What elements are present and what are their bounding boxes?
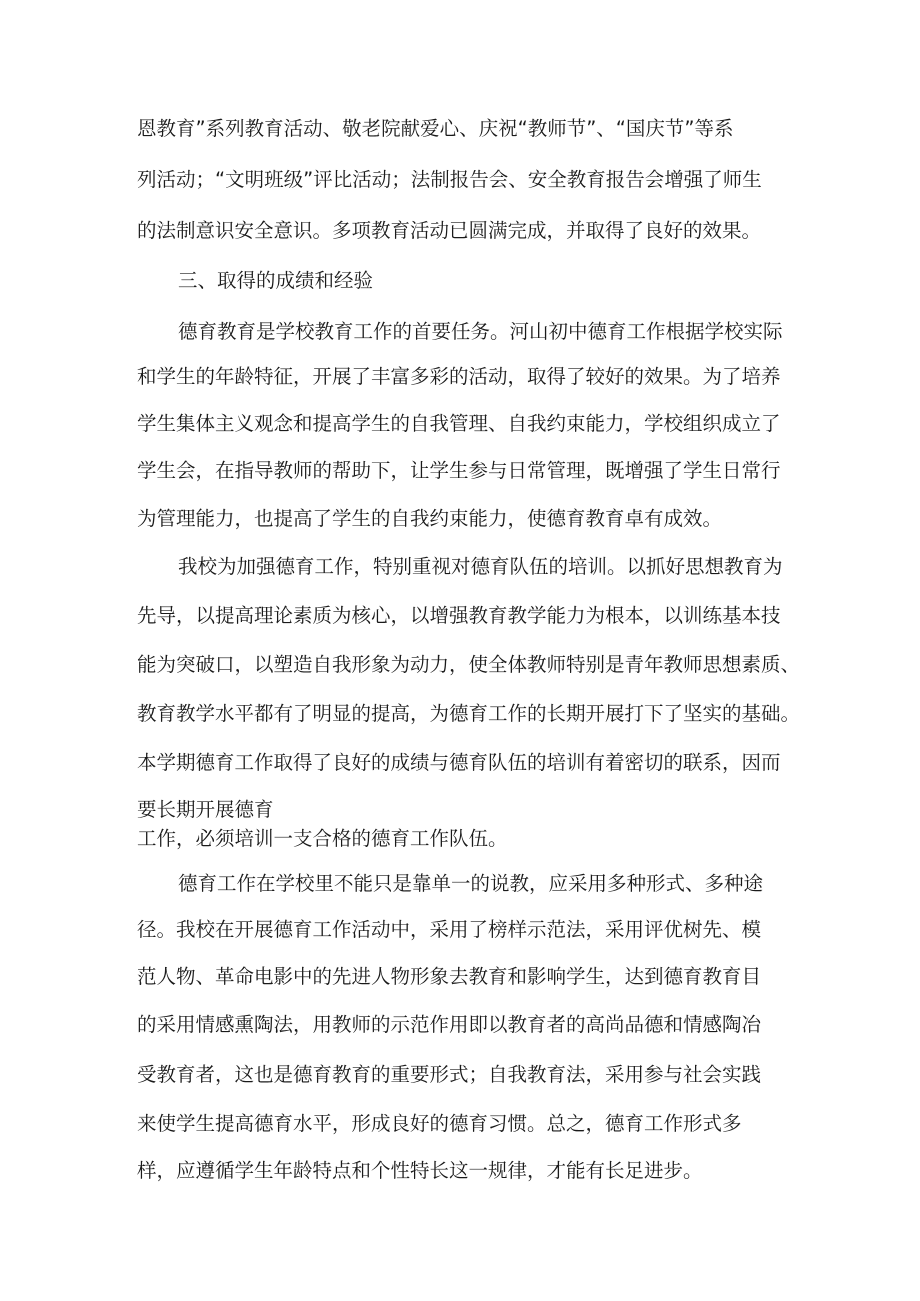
text-line: 先导，以提高理论素质为核心，以增强教育教学能力为根本，以训练基本技 [137, 604, 781, 627]
text-line: 教育教学水平都有了明显的提高，为德育工作的长期开展打下了坚实的基础。 [137, 702, 801, 725]
text-line: 要长期开展德育 [137, 798, 274, 821]
text-line: 恩教育”系列教育活动、敬老院献爱心、庆祝“教师节”、“国庆节”等系 [137, 117, 734, 140]
text-line: 我校为加强德育工作，特别重视对德育队伍的培训。以抓好思想教育为 [178, 555, 783, 578]
text-line: 受教育者，这也是德育教育的重要形式；自我教育法，采用参与社会实践 [137, 1063, 762, 1086]
text-line: 列活动；“文明班级”评比活动；法制报告会、安全教育报告会增强了师生 [137, 168, 762, 191]
text-line: 的法制意识安全意识。多项教育活动已圆满完成，并取得了良好的效果。 [137, 219, 762, 242]
text-line: 学生会，在指导教师的帮助下，让学生参与日常管理，既增强了学生日常行 [137, 459, 781, 482]
text-line: 来使学生提高德育水平，形成良好的德育习惯。总之，德育工作形式多 [137, 1112, 742, 1135]
section-heading: 三、取得的成绩和经验 [178, 269, 374, 292]
text-line: 学生集体主义观念和提高学生的自我管理、自我约束能力，学校组织成立了 [137, 412, 781, 435]
text-line: 和学生的年龄特征，开展了丰富多彩的活动，取得了较好的效果。为了培养 [137, 365, 781, 388]
text-line: 的采用情感熏陶法，用教师的示范作用即以教育者的高尚品德和情感陶冶 [137, 1013, 762, 1036]
text-line: 本学期德育工作取得了良好的成绩与德育队伍的培训有着密切的联系，因而 [137, 751, 781, 774]
text-line: 德育工作在学校里不能只是靠单一的说教，应采用多种形式、多种途 [178, 872, 764, 895]
text-line: 范人物、革命电影中的先进人物形象去教育和影响学生，达到德育教育目 [137, 965, 762, 988]
text-line: 德育教育是学校教育工作的首要任务。河山初中德育工作根据学校实际 [178, 320, 783, 343]
text-line: 工作，必须培训一支合格的德育工作队伍。 [137, 827, 508, 850]
text-line: 径。我校在开展德育工作活动中，采用了榜样示范法，采用评优树先、模 [137, 918, 762, 941]
text-line: 为管理能力，也提高了学生的自我约束能力，使德育教育卓有成效。 [137, 507, 723, 530]
text-line: 能为突破口，以塑造自我形象为动力，使全体教师特别是青年教师思想素质、 [137, 653, 801, 676]
text-line: 样，应遵循学生年龄特点和个性特长这一规律，才能有长足进步。 [137, 1159, 703, 1182]
